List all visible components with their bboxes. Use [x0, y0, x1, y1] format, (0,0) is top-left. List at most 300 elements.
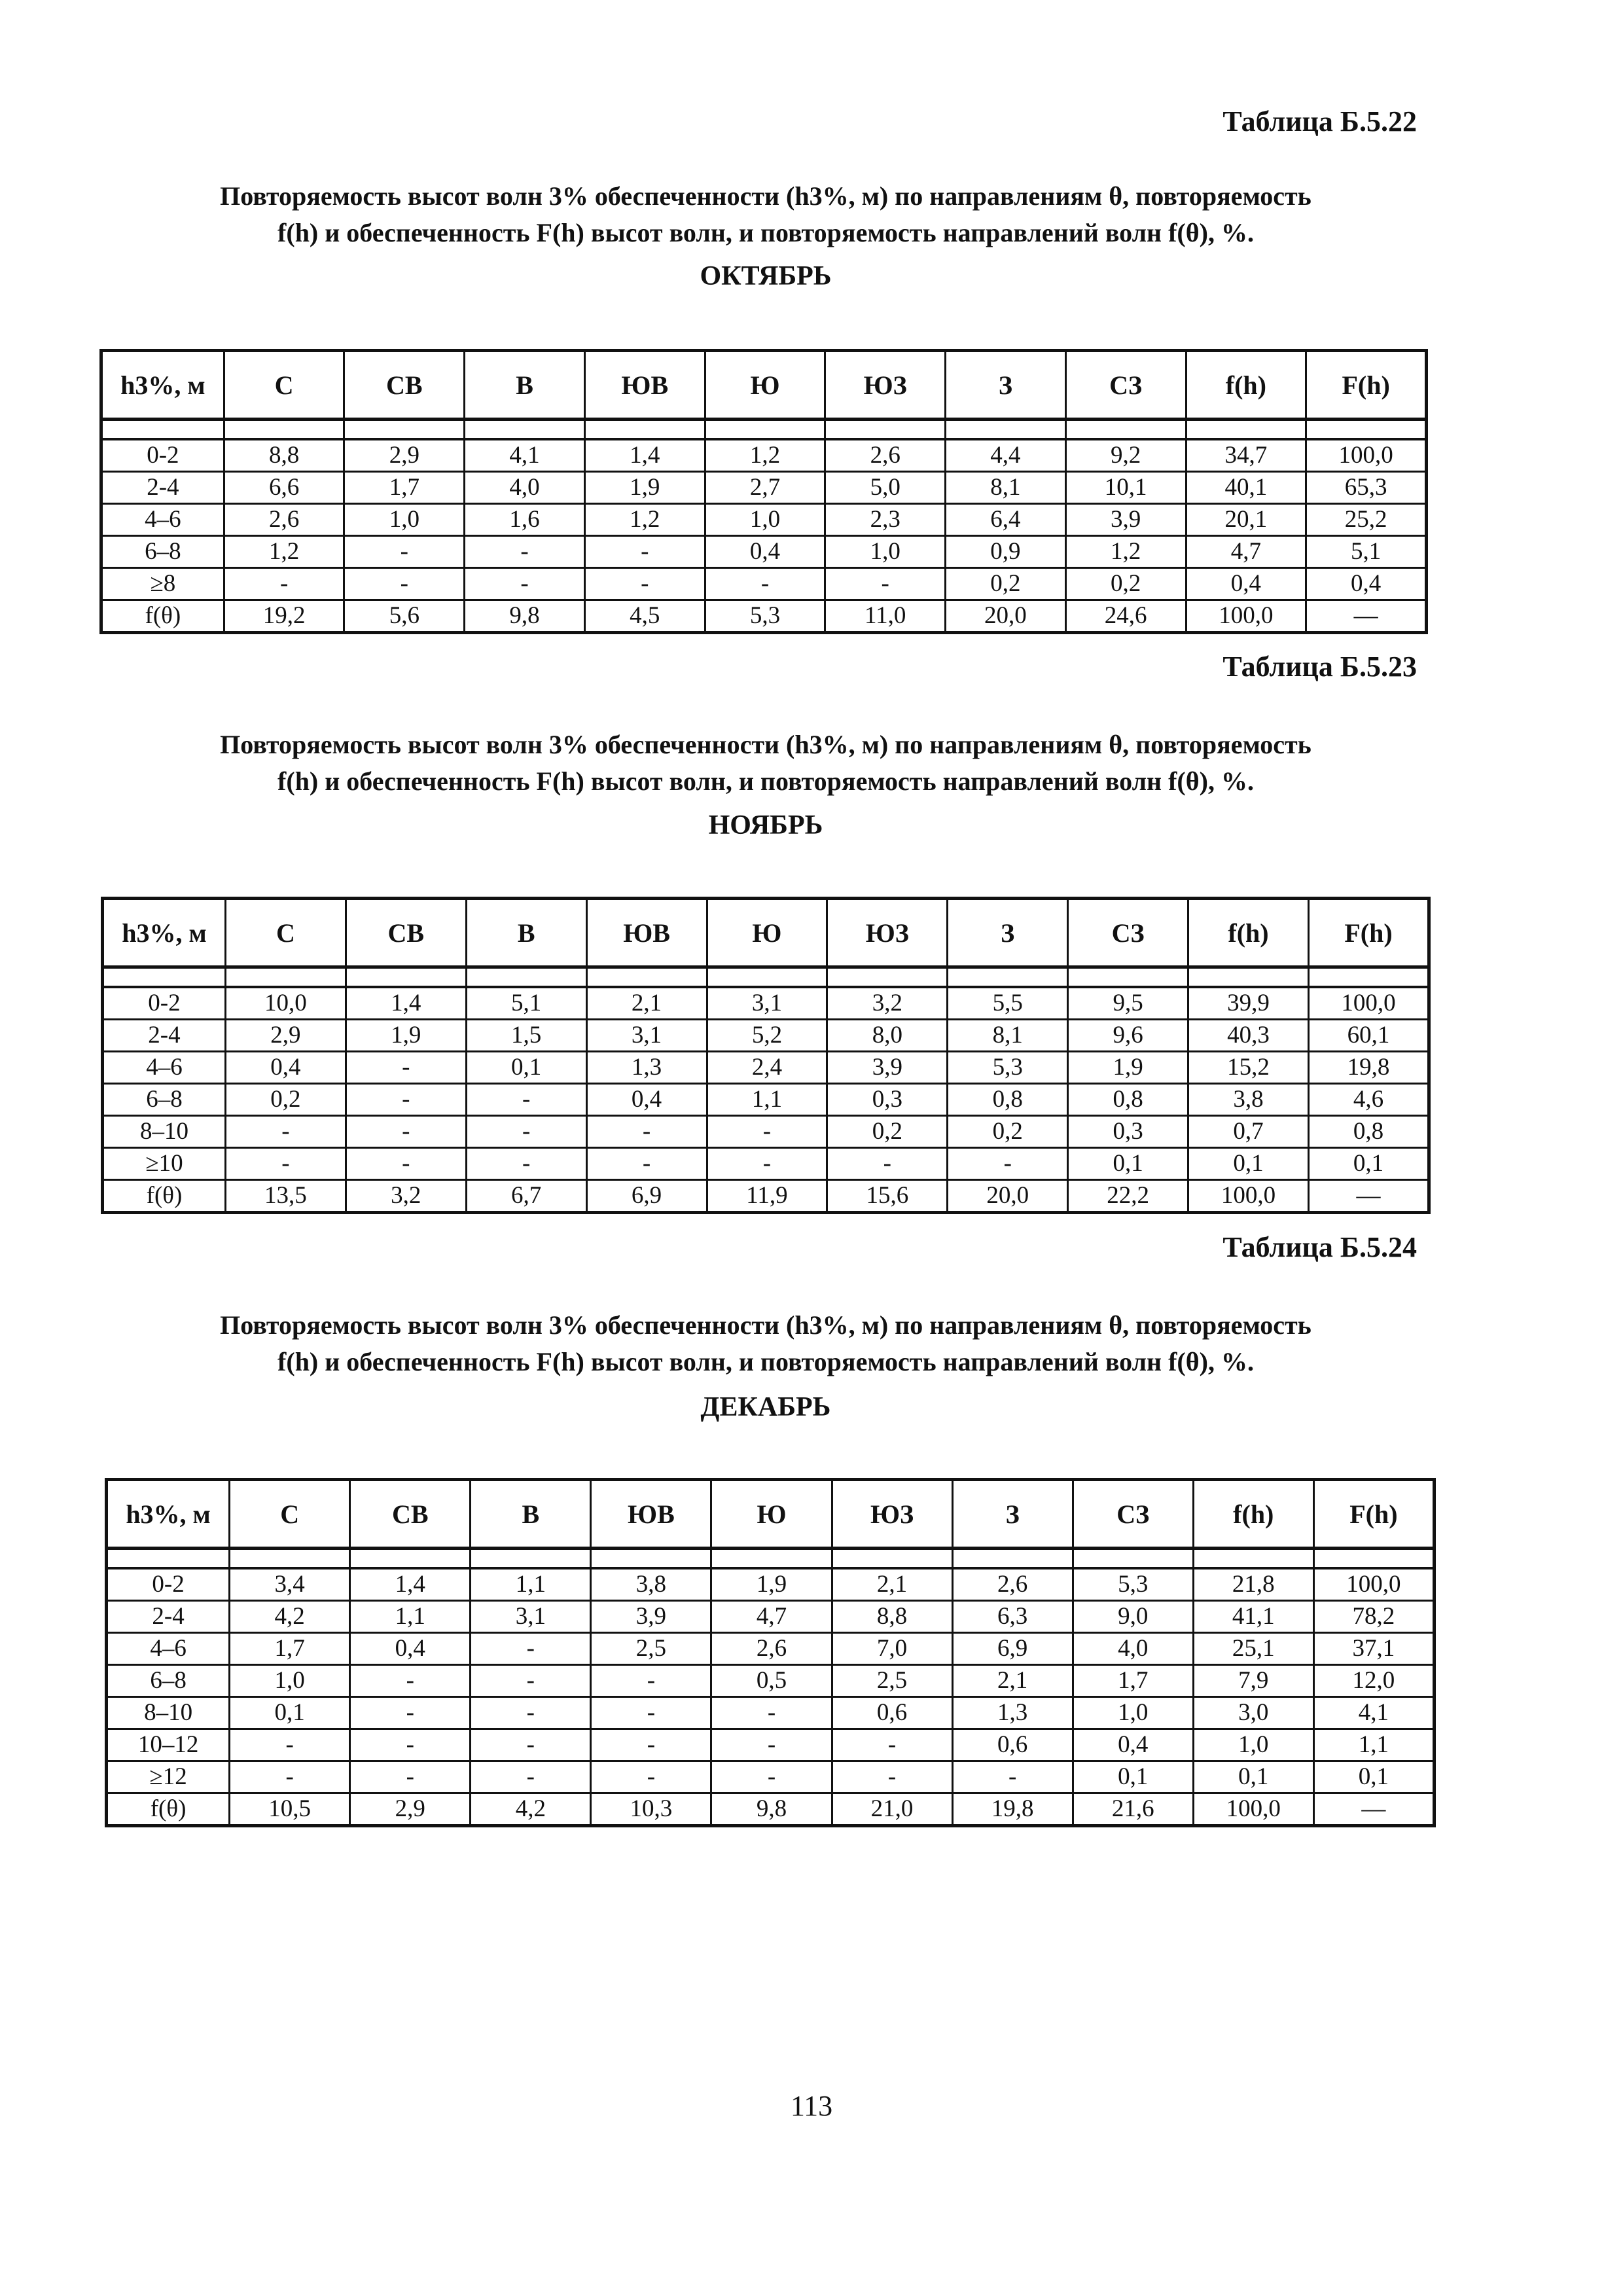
- table-cell: 0,4: [350, 1633, 471, 1665]
- table-cell: -: [466, 1084, 586, 1116]
- row-label-cell: 0-2: [103, 987, 226, 1020]
- table-cell: -: [584, 568, 705, 600]
- table-cell: 7,9: [1193, 1665, 1313, 1697]
- table-cell: 0,4: [1186, 568, 1306, 600]
- table-cell: -: [346, 1052, 466, 1084]
- table-cell: 25,1: [1193, 1633, 1313, 1665]
- gap-cell: [471, 1549, 591, 1569]
- table-row: [103, 1116, 1429, 1148]
- column-header: З: [948, 899, 1068, 967]
- table-cell: 10,0: [225, 987, 346, 1020]
- table-cell: 3,1: [707, 987, 827, 1020]
- table-cell: 100,0: [1193, 1793, 1313, 1826]
- gap-cell: [107, 1549, 230, 1569]
- table-cell: 100,0: [1188, 1180, 1309, 1213]
- table-cell: 0,4: [1306, 568, 1427, 600]
- table-number-1: Таблица Б.5.22: [1222, 105, 1417, 137]
- gap-cell: [1065, 420, 1186, 440]
- table-cell: 0,1: [230, 1697, 350, 1729]
- table-number-2: Таблица Б.5.23: [1222, 651, 1417, 683]
- table-cell: -: [471, 1665, 591, 1697]
- table-cell: 2,9: [350, 1793, 471, 1826]
- wave-table-november: [101, 897, 1431, 1214]
- table-row: [107, 1633, 1435, 1665]
- table-cell: 4,5: [584, 600, 705, 633]
- column-header: С: [230, 1480, 350, 1549]
- table-cell: -: [225, 1148, 346, 1180]
- table-cell: 9,0: [1073, 1601, 1193, 1633]
- table-cell: 1,2: [705, 439, 825, 472]
- table-cell: 1,9: [346, 1020, 466, 1052]
- table-cell: 8,8: [832, 1601, 952, 1633]
- table-cell: 1,0: [825, 536, 946, 568]
- table-cell: 5,5: [948, 987, 1068, 1020]
- column-header: F(h): [1306, 351, 1427, 420]
- table-cell: 40,3: [1188, 1020, 1309, 1052]
- table-cell: 5,3: [705, 600, 825, 633]
- table-cell: 7,0: [832, 1633, 952, 1665]
- table-cell: 6,4: [946, 504, 1066, 536]
- table-cell: 34,7: [1186, 439, 1306, 472]
- table-cell: -: [586, 1148, 707, 1180]
- table-cell: 20,1: [1186, 504, 1306, 536]
- table-row: [107, 1729, 1435, 1761]
- table-cell: 65,3: [1306, 472, 1427, 504]
- table-cell: 22,2: [1068, 1180, 1188, 1213]
- column-header-height: h3%, м: [103, 899, 226, 967]
- table-cell: 3,8: [1188, 1084, 1309, 1116]
- table-cell: 6,3: [952, 1601, 1073, 1633]
- column-header: З: [946, 351, 1066, 420]
- table-cell: 20,0: [948, 1180, 1068, 1213]
- gap-cell: [103, 967, 226, 988]
- table-cell: -: [591, 1761, 711, 1793]
- table-cell: 1,7: [1073, 1665, 1193, 1697]
- gap-cell: [952, 1549, 1073, 1569]
- table-cell: 1,1: [350, 1601, 471, 1633]
- table-cell: -: [224, 568, 344, 600]
- table-cell: 0,9: [946, 536, 1066, 568]
- table-cell: 3,9: [591, 1601, 711, 1633]
- column-header: ЮВ: [584, 351, 705, 420]
- row-label-cell: 4–6: [107, 1633, 230, 1665]
- table-row: [107, 1568, 1435, 1601]
- table-cell: -: [707, 1148, 827, 1180]
- gap-cell: [101, 420, 224, 440]
- table-cell: -: [705, 568, 825, 600]
- row-label-cell: ≥12: [107, 1761, 230, 1793]
- table-cell: 2,6: [224, 504, 344, 536]
- gap-cell: [224, 420, 344, 440]
- table-cell: 4,7: [711, 1601, 832, 1633]
- table-cell: 2,6: [825, 439, 946, 472]
- table-cell: 1,3: [586, 1052, 707, 1084]
- gap-cell: [1188, 967, 1309, 988]
- table-cell: 3,1: [471, 1601, 591, 1633]
- table-cell: 10,1: [1065, 472, 1186, 504]
- table-cell: 9,8: [711, 1793, 832, 1826]
- table-cell: 1,0: [1193, 1729, 1313, 1761]
- table-cell: -: [591, 1697, 711, 1729]
- table-cell: 0,2: [948, 1116, 1068, 1148]
- table-cell: -: [952, 1761, 1073, 1793]
- direction-total-row: [107, 1793, 1435, 1826]
- table-cell: 8,1: [948, 1020, 1068, 1052]
- table-row: [103, 1148, 1429, 1180]
- row-label-cell: 0-2: [101, 439, 224, 472]
- table-cell: 1,1: [707, 1084, 827, 1116]
- table-cell: -: [465, 568, 585, 600]
- table-row: [107, 1697, 1435, 1729]
- table-cell: 5,3: [1073, 1568, 1193, 1601]
- table-cell: 4,6: [1308, 1084, 1429, 1116]
- table-cell: 4,7: [1186, 536, 1306, 568]
- table-cell: 1,3: [952, 1697, 1073, 1729]
- table-cell: 12,0: [1313, 1665, 1434, 1697]
- table-cell: 10,3: [591, 1793, 711, 1826]
- table-cell: 15,6: [827, 1180, 948, 1213]
- wave-table-december: [105, 1478, 1436, 1827]
- table-cell: 1,7: [230, 1633, 350, 1665]
- table-cell: 2,1: [586, 987, 707, 1020]
- table-cell: -: [465, 536, 585, 568]
- table-cell: 21,6: [1073, 1793, 1193, 1826]
- table-cell: 9,8: [465, 600, 585, 633]
- column-header: В: [465, 351, 585, 420]
- gap-cell: [1308, 967, 1429, 988]
- table-cell: 6,7: [466, 1180, 586, 1213]
- table-cell: 1,9: [1068, 1052, 1188, 1084]
- gap-cell: [346, 967, 466, 988]
- column-header: f(h): [1193, 1480, 1313, 1549]
- gap-cell: [946, 420, 1066, 440]
- table-cell: 4,2: [230, 1601, 350, 1633]
- table-cell: -: [591, 1729, 711, 1761]
- table-cell: 4,1: [1313, 1697, 1434, 1729]
- table-cell: 19,8: [1308, 1052, 1429, 1084]
- table-cell: -: [225, 1116, 346, 1148]
- table-cell: 0,5: [711, 1665, 832, 1697]
- table-cell: -: [466, 1148, 586, 1180]
- table-month-2: НОЯБРЬ: [708, 810, 823, 840]
- table-cell: -: [471, 1729, 591, 1761]
- row-label-cell: f(θ): [107, 1793, 230, 1826]
- table-cell: 2,9: [344, 439, 465, 472]
- table-cell: 4,0: [465, 472, 585, 504]
- table-caption-2: Повторяемость высот волн 3% обеспеченности (h3%, м) по направлениям θ, повторяемость f(h) и обеспеченность F(h) высот волн, и повторяемость направлений волн f(θ), %.: [220, 730, 1311, 796]
- table-cell: 3,1: [586, 1020, 707, 1052]
- table-cell: 11,0: [825, 600, 946, 633]
- row-label-cell: f(θ): [103, 1180, 226, 1213]
- gap-cell: [1313, 1549, 1434, 1569]
- table-header-row: [101, 351, 1427, 420]
- gap-cell: [707, 967, 827, 988]
- table-cell: 6,9: [952, 1633, 1073, 1665]
- table-cell: 1,2: [1065, 536, 1186, 568]
- table-cell: -: [230, 1729, 350, 1761]
- table-cell: 0,1: [1313, 1761, 1434, 1793]
- table-cell: -: [584, 536, 705, 568]
- table-cell: -: [344, 536, 465, 568]
- table-cell: 4,2: [471, 1793, 591, 1826]
- table-cell: 0,4: [705, 536, 825, 568]
- table-cell: 5,6: [344, 600, 465, 633]
- table-cell: 24,6: [1065, 600, 1186, 633]
- table-cell: 0,4: [225, 1052, 346, 1084]
- row-label-cell: 2-4: [101, 472, 224, 504]
- column-header: СВ: [350, 1480, 471, 1549]
- table-cell: -: [346, 1116, 466, 1148]
- table-cell: 1,6: [465, 504, 585, 536]
- table-cell: -: [586, 1116, 707, 1148]
- row-label-cell: ≥10: [103, 1148, 226, 1180]
- table-cell: 0,4: [1073, 1729, 1193, 1761]
- column-header: ЮЗ: [827, 899, 948, 967]
- table-cell: -: [827, 1148, 948, 1180]
- table-cell: 2,5: [591, 1633, 711, 1665]
- column-header: В: [466, 899, 586, 967]
- table-cell: 0,2: [946, 568, 1066, 600]
- table-cell: 5,3: [948, 1052, 1068, 1084]
- column-header: С: [225, 899, 346, 967]
- gap-cell: [344, 420, 465, 440]
- table-cell: 3,8: [591, 1568, 711, 1601]
- table-cell: -: [471, 1697, 591, 1729]
- table-cell: 3,9: [827, 1052, 948, 1084]
- row-label-cell: 4–6: [101, 504, 224, 536]
- gap-cell: [1193, 1549, 1313, 1569]
- column-header: ЮВ: [591, 1480, 711, 1549]
- row-label-cell: 6–8: [107, 1665, 230, 1697]
- table-cell: 0,8: [1308, 1116, 1429, 1148]
- column-header: F(h): [1313, 1480, 1434, 1549]
- table-cell: 21,8: [1193, 1568, 1313, 1601]
- table-cell: 2,7: [705, 472, 825, 504]
- column-header-height: h3%, м: [101, 351, 224, 420]
- gap-cell: [586, 967, 707, 988]
- table-cell: 0,2: [827, 1116, 948, 1148]
- table-cell: 1,0: [230, 1665, 350, 1697]
- row-label-cell: 4–6: [103, 1052, 226, 1084]
- table-cell: -: [832, 1761, 952, 1793]
- table-cell: 13,5: [225, 1180, 346, 1213]
- gap-cell: [948, 967, 1068, 988]
- table-header-row: [103, 899, 1429, 967]
- table-cell: -: [350, 1697, 471, 1729]
- table-cell: 2,5: [832, 1665, 952, 1697]
- table-cell: 0,2: [1065, 568, 1186, 600]
- table-row: [101, 472, 1427, 504]
- gap-cell: [705, 420, 825, 440]
- row-label-cell: f(θ): [101, 600, 224, 633]
- table-cell: -: [591, 1665, 711, 1697]
- table-cell: 1,5: [466, 1020, 586, 1052]
- table-cell: 10,5: [230, 1793, 350, 1826]
- table-cell: 5,0: [825, 472, 946, 504]
- table-cell: 100,0: [1306, 439, 1427, 472]
- gap-cell: [584, 420, 705, 440]
- table-cell: 3,4: [230, 1568, 350, 1601]
- direction-total-row: [101, 600, 1427, 633]
- table-cell: 2,6: [711, 1633, 832, 1665]
- table-cell: 15,2: [1188, 1052, 1309, 1084]
- gap-cell: [465, 420, 585, 440]
- table-cell: 4,1: [465, 439, 585, 472]
- column-header: f(h): [1186, 351, 1306, 420]
- table-cell: 0,1: [1188, 1148, 1309, 1180]
- table-cell: 19,8: [952, 1793, 1073, 1826]
- column-header: ЮВ: [586, 899, 707, 967]
- gap-cell: [711, 1549, 832, 1569]
- table-cell: 21,0: [832, 1793, 952, 1826]
- row-label-cell: 0-2: [107, 1568, 230, 1601]
- table-cell: 0,1: [1068, 1148, 1188, 1180]
- table-row: [107, 1761, 1435, 1793]
- table-cell: 1,7: [344, 472, 465, 504]
- table-cell: 0,7: [1188, 1116, 1309, 1148]
- table-cell: —: [1313, 1793, 1434, 1826]
- table-row: [103, 1020, 1429, 1052]
- header-gap-row: [103, 967, 1429, 988]
- table-cell: 3,0: [1193, 1697, 1313, 1729]
- gap-cell: [825, 420, 946, 440]
- table-row: [107, 1665, 1435, 1697]
- gap-cell: [827, 967, 948, 988]
- table-cell: -: [346, 1148, 466, 1180]
- table-month-1: ОКТЯБРЬ: [700, 261, 832, 291]
- gap-cell: [1306, 420, 1427, 440]
- table-cell: 1,1: [471, 1568, 591, 1601]
- table-cell: 5,1: [466, 987, 586, 1020]
- table-cell: 1,1: [1313, 1729, 1434, 1761]
- table-row: [101, 439, 1427, 472]
- table-cell: -: [711, 1761, 832, 1793]
- table-cell: 0,1: [1073, 1761, 1193, 1793]
- table-cell: 4,0: [1073, 1633, 1193, 1665]
- page-number: 113: [790, 2090, 833, 2122]
- column-header: СЗ: [1073, 1480, 1193, 1549]
- table-cell: 6,9: [586, 1180, 707, 1213]
- table-cell: -: [466, 1116, 586, 1148]
- gap-cell: [466, 967, 586, 988]
- table-cell: 2,4: [707, 1052, 827, 1084]
- gap-cell: [1073, 1549, 1193, 1569]
- table-cell: 11,9: [707, 1180, 827, 1213]
- gap-cell: [1068, 967, 1188, 988]
- row-label-cell: ≥8: [101, 568, 224, 600]
- table-cell: 100,0: [1186, 600, 1306, 633]
- column-header: ЮЗ: [832, 1480, 952, 1549]
- table-cell: 37,1: [1313, 1633, 1434, 1665]
- table-cell: 8,8: [224, 439, 344, 472]
- table-cell: 1,0: [1073, 1697, 1193, 1729]
- table-cell: 0,8: [1068, 1084, 1188, 1116]
- table-cell: 39,9: [1188, 987, 1309, 1020]
- table-cell: -: [711, 1729, 832, 1761]
- header-gap-row: [101, 420, 1427, 440]
- row-label-cell: 2-4: [103, 1020, 226, 1052]
- table-cell: 78,2: [1313, 1601, 1434, 1633]
- table-cell: -: [344, 568, 465, 600]
- row-label-cell: 10–12: [107, 1729, 230, 1761]
- table-cell: 2,1: [832, 1568, 952, 1601]
- gap-cell: [230, 1549, 350, 1569]
- row-label-cell: 6–8: [101, 536, 224, 568]
- table-row: [103, 987, 1429, 1020]
- table-cell: -: [707, 1116, 827, 1148]
- table-cell: -: [471, 1633, 591, 1665]
- table-cell: 3,2: [827, 987, 948, 1020]
- table-cell: 0,6: [952, 1729, 1073, 1761]
- table-cell: 3,9: [1065, 504, 1186, 536]
- table-cell: 2,6: [952, 1568, 1073, 1601]
- table-cell: 1,2: [224, 536, 344, 568]
- table-cell: 9,2: [1065, 439, 1186, 472]
- table-cell: 1,4: [350, 1568, 471, 1601]
- column-header-height: h3%, м: [107, 1480, 230, 1549]
- table-cell: -: [825, 568, 946, 600]
- table-cell: -: [471, 1761, 591, 1793]
- table-cell: 0,8: [948, 1084, 1068, 1116]
- table-cell: -: [350, 1761, 471, 1793]
- column-header: СВ: [344, 351, 465, 420]
- table-cell: 0,2: [225, 1084, 346, 1116]
- table-cell: 5,2: [707, 1020, 827, 1052]
- row-label-cell: 8–10: [107, 1697, 230, 1729]
- table-cell: -: [711, 1697, 832, 1729]
- gap-cell: [1186, 420, 1306, 440]
- column-header: Ю: [711, 1480, 832, 1549]
- table-caption-3: Повторяемость высот волн 3% обеспеченности (h3%, м) по направлениям θ, повторяемость f(h) и обеспеченность F(h) высот волн, и повторяемость направлений волн f(θ), %.: [220, 1310, 1311, 1376]
- table-cell: 1,4: [584, 439, 705, 472]
- table-row: [103, 1052, 1429, 1084]
- table-cell: 0,4: [586, 1084, 707, 1116]
- table-row: [103, 1084, 1429, 1116]
- table-cell: -: [346, 1084, 466, 1116]
- table-cell: 41,1: [1193, 1601, 1313, 1633]
- column-header: В: [471, 1480, 591, 1549]
- row-label-cell: 2-4: [107, 1601, 230, 1633]
- table-cell: -: [832, 1729, 952, 1761]
- gap-cell: [591, 1549, 711, 1569]
- table-cell: 4,4: [946, 439, 1066, 472]
- table-cell: 5,1: [1306, 536, 1427, 568]
- table-cell: 100,0: [1308, 987, 1429, 1020]
- table-cell: 0,1: [1193, 1761, 1313, 1793]
- table-row: [101, 568, 1427, 600]
- column-header: СЗ: [1065, 351, 1186, 420]
- table-cell: 6,6: [224, 472, 344, 504]
- table-cell: -: [350, 1729, 471, 1761]
- direction-total-row: [103, 1180, 1429, 1213]
- table-cell: 2,3: [825, 504, 946, 536]
- table-cell: —: [1308, 1180, 1429, 1213]
- table-row: [107, 1601, 1435, 1633]
- table-cell: 25,2: [1306, 504, 1427, 536]
- header-gap-row: [107, 1549, 1435, 1569]
- table-cell: 1,0: [705, 504, 825, 536]
- table-caption-1: Повторяемость высот волн 3% обеспеченности (h3%, м) по направлениям θ, повторяемость f(h) и обеспеченность F(h) высот волн, и повторяемость направлений волн f(θ), %.: [220, 181, 1311, 247]
- table-cell: 1,2: [584, 504, 705, 536]
- table-cell: 3,2: [346, 1180, 466, 1213]
- column-header: С: [224, 351, 344, 420]
- table-cell: 1,0: [344, 504, 465, 536]
- table-row: [101, 536, 1427, 568]
- table-cell: —: [1306, 600, 1427, 633]
- gap-cell: [832, 1549, 952, 1569]
- table-cell: 1,4: [346, 987, 466, 1020]
- table-number-3: Таблица Б.5.24: [1222, 1231, 1417, 1263]
